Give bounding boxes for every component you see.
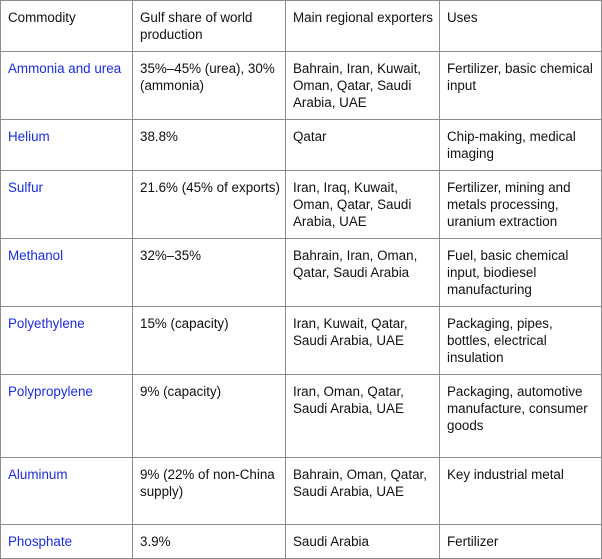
commodity-name: Helium [1,120,133,171]
exporters-cell: Iran, Kuwait, Qatar, Saudi Arabia, UAE [286,307,440,375]
share-cell: 9% (capacity) [133,375,286,458]
share-cell: 3.9% [133,525,286,559]
table-row [1,52,602,120]
exporters-cell: Bahrain, Iran, Oman, Qatar, Saudi Arabia [286,239,440,307]
uses-cell: Fuel, basic chemical input, biodiesel manufacturing [440,239,602,307]
table-row [1,120,602,171]
commodity-name: Aluminum [1,458,133,525]
uses-cell: Chip-making, medical imaging [440,120,602,171]
share-cell: 32%–35% [133,239,286,307]
uses-cell: Packaging, pipes, bottles, electrical insulation [440,307,602,375]
exporters-cell: Iran, Iraq, Kuwait, Oman, Qatar, Saudi Arabia, UAE [286,171,440,239]
commodity-name: Phosphate [1,525,133,559]
exporters-cell: Bahrain, Iran, Kuwait, Oman, Qatar, Saudi Arabia, UAE [286,52,440,120]
uses-cell: Fertilizer [440,525,602,559]
commodity-name: Polyethylene [1,307,133,375]
table-header-row [1,1,602,52]
commodity-name: Methanol [1,239,133,307]
table-row [1,525,602,559]
uses-cell: Fertilizer, mining and metals processing, uranium extraction [440,171,602,239]
header-exporters: Main regional exporters [286,1,440,52]
exporters-cell: Saudi Arabia [286,525,440,559]
uses-cell: Key industrial metal [440,458,602,525]
exporters-cell: Qatar [286,120,440,171]
share-cell: 38.8% [133,120,286,171]
uses-cell: Packaging, automotive manufacture, consumer goods [440,375,602,458]
share-cell: 35%–45% (urea), 30% (ammonia) [133,52,286,120]
exporters-cell: Iran, Oman, Qatar, Saudi Arabia, UAE [286,375,440,458]
exporters-cell: Bahrain, Oman, Qatar, Saudi Arabia, UAE [286,458,440,525]
table-row [1,375,602,458]
header-uses: Uses [440,1,602,52]
table-row [1,239,602,307]
share-cell: 9% (22% of non-China supply) [133,458,286,525]
commodity-name: Ammonia and urea [1,52,133,120]
table-row [1,171,602,239]
commodity-name: Polypropylene [1,375,133,458]
table-row [1,458,602,525]
share-cell: 15% (capacity) [133,307,286,375]
uses-cell: Fertilizer, basic chemical input [440,52,602,120]
header-share: Gulf share of world production [133,1,286,52]
share-cell: 21.6% (45% of exports) [133,171,286,239]
table-row [1,307,602,375]
commodity-name: Sulfur [1,171,133,239]
header-commodity: Commodity [1,1,133,52]
